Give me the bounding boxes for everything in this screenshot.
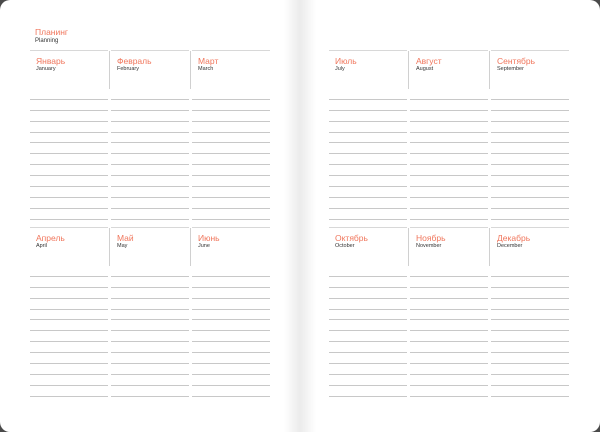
month-name-ru: Январь <box>36 56 66 66</box>
ruled-line <box>329 111 407 122</box>
ruled-line <box>410 299 488 310</box>
ruled-line <box>491 342 569 353</box>
writing-lines[interactable] <box>30 89 108 221</box>
ruled-line <box>410 320 488 331</box>
writing-lines[interactable] <box>491 89 569 221</box>
ruled-line <box>410 187 488 198</box>
ruled-line <box>329 122 407 133</box>
ruled-line <box>410 342 488 353</box>
ruled-line <box>111 386 189 397</box>
ruled-line <box>491 386 569 397</box>
month-name-ru: Ноябрь <box>416 233 446 243</box>
month-name-en: April <box>36 243 48 249</box>
writing-lines[interactable] <box>192 89 270 221</box>
ruled-line <box>410 375 488 386</box>
month-name-ru: Июль <box>335 56 357 66</box>
ruled-line <box>30 154 108 165</box>
month-name-en: August <box>416 66 434 72</box>
ruled-line <box>491 187 569 198</box>
ruled-line <box>111 288 189 299</box>
ruled-line <box>30 375 108 386</box>
month-name-ru: Июнь <box>198 233 220 243</box>
ruled-line <box>111 143 189 154</box>
ruled-line <box>410 353 488 364</box>
months-grid-apr-jun <box>30 227 270 398</box>
ruled-line <box>30 331 108 342</box>
ruled-line <box>410 154 488 165</box>
ruled-line <box>192 353 270 364</box>
ruled-line <box>192 89 270 100</box>
month-column-march <box>192 50 270 221</box>
gutter-shadow <box>300 0 316 432</box>
ruled-line <box>192 266 270 277</box>
ruled-line <box>192 320 270 331</box>
ruled-line <box>30 133 108 144</box>
ruled-line <box>111 353 189 364</box>
ruled-line <box>329 133 407 144</box>
ruled-line <box>192 100 270 111</box>
ruled-line <box>410 386 488 397</box>
ruled-line <box>192 310 270 321</box>
ruled-line <box>30 299 108 310</box>
ruled-line <box>111 198 189 209</box>
ruled-line <box>30 277 108 288</box>
ruled-line <box>491 331 569 342</box>
month-name-en: October <box>335 243 355 249</box>
ruled-line <box>30 165 108 176</box>
ruled-line <box>491 133 569 144</box>
ruled-line <box>30 111 108 122</box>
ruled-line <box>30 187 108 198</box>
ruled-line <box>491 277 569 288</box>
ruled-line <box>491 353 569 364</box>
month-name-en: January <box>36 66 56 72</box>
ruled-line <box>491 364 569 375</box>
ruled-line <box>192 165 270 176</box>
ruled-line <box>111 209 189 220</box>
month-column-april <box>30 227 108 398</box>
months-grid-jul-sep <box>329 50 569 221</box>
ruled-line <box>111 299 189 310</box>
ruled-line <box>491 198 569 209</box>
ruled-line <box>329 198 407 209</box>
month-name-ru: Октябрь <box>335 233 368 243</box>
month-column-february <box>111 50 189 221</box>
month-name-en: December <box>497 243 523 249</box>
month-name-ru: Сентябрь <box>497 56 536 66</box>
ruled-line <box>329 100 407 111</box>
ruled-line <box>111 364 189 375</box>
ruled-line <box>111 122 189 133</box>
ruled-line <box>192 209 270 220</box>
ruled-line <box>30 89 108 100</box>
ruled-line <box>111 331 189 342</box>
month-name-en: February <box>117 66 140 72</box>
month-column-november <box>410 227 488 398</box>
ruled-line <box>192 342 270 353</box>
ruled-line <box>410 122 488 133</box>
month-name-en: June <box>198 243 210 249</box>
writing-lines[interactable] <box>111 266 189 398</box>
month-name-ru: Август <box>416 56 442 66</box>
ruled-line <box>30 209 108 220</box>
ruled-line <box>410 310 488 321</box>
ruled-line <box>192 198 270 209</box>
month-name-en: November <box>416 243 442 249</box>
month-column-may <box>111 227 189 398</box>
right-page <box>300 0 600 432</box>
writing-lines[interactable] <box>329 266 407 398</box>
ruled-line <box>491 165 569 176</box>
ruled-line <box>410 331 488 342</box>
ruled-line <box>410 89 488 100</box>
ruled-line <box>192 375 270 386</box>
month-column-october <box>329 227 407 398</box>
month-column-august <box>410 50 488 221</box>
ruled-line <box>410 277 488 288</box>
month-name-ru: Март <box>198 56 219 66</box>
ruled-line <box>329 143 407 154</box>
ruled-line <box>491 310 569 321</box>
ruled-line <box>329 187 407 198</box>
month-name-ru: Декабрь <box>497 233 531 243</box>
ruled-line <box>192 187 270 198</box>
month-name-ru: Май <box>117 233 134 243</box>
ruled-line <box>30 176 108 187</box>
ruled-line <box>192 331 270 342</box>
ruled-line <box>491 266 569 277</box>
ruled-line <box>329 310 407 321</box>
ruled-line <box>30 310 108 321</box>
ruled-line <box>111 165 189 176</box>
ruled-line <box>192 143 270 154</box>
planner-header <box>35 27 68 45</box>
ruled-line <box>329 386 407 397</box>
ruled-line <box>329 209 407 220</box>
ruled-line <box>410 209 488 220</box>
ruled-line <box>30 198 108 209</box>
ruled-line <box>30 364 108 375</box>
ruled-line <box>329 375 407 386</box>
ruled-line <box>491 288 569 299</box>
ruled-line <box>111 100 189 111</box>
planner-title-en: Planning <box>35 38 59 44</box>
ruled-line <box>192 154 270 165</box>
ruled-line <box>30 320 108 331</box>
ruled-line <box>111 266 189 277</box>
month-name-ru: Февраль <box>117 56 152 66</box>
month-name-en: July <box>335 66 345 72</box>
ruled-line <box>329 288 407 299</box>
ruled-line <box>111 176 189 187</box>
writing-lines[interactable] <box>111 89 189 221</box>
ruled-line <box>410 100 488 111</box>
ruled-line <box>111 133 189 144</box>
writing-lines[interactable] <box>491 266 569 398</box>
ruled-line <box>410 111 488 122</box>
month-column-june <box>192 227 270 398</box>
ruled-line <box>192 122 270 133</box>
ruled-line <box>30 266 108 277</box>
ruled-line <box>329 176 407 187</box>
month-column-december <box>491 227 569 398</box>
ruled-line <box>192 133 270 144</box>
writing-lines[interactable] <box>410 89 488 221</box>
ruled-line <box>111 277 189 288</box>
ruled-line <box>491 320 569 331</box>
ruled-line <box>410 198 488 209</box>
ruled-line <box>329 89 407 100</box>
ruled-line <box>491 154 569 165</box>
ruled-line <box>491 122 569 133</box>
ruled-line <box>192 277 270 288</box>
ruled-line <box>192 176 270 187</box>
months-grid-oct-dec <box>329 227 569 398</box>
ruled-line <box>491 89 569 100</box>
ruled-line <box>192 364 270 375</box>
ruled-line <box>329 266 407 277</box>
ruled-line <box>30 288 108 299</box>
gutter-shadow <box>284 0 300 432</box>
month-name-en: May <box>117 243 128 249</box>
ruled-line <box>329 353 407 364</box>
ruled-line <box>491 209 569 220</box>
ruled-line <box>111 375 189 386</box>
month-name-en: March <box>198 66 214 72</box>
ruled-line <box>329 364 407 375</box>
ruled-line <box>410 288 488 299</box>
ruled-line <box>491 143 569 154</box>
ruled-line <box>329 165 407 176</box>
ruled-line <box>329 154 407 165</box>
ruled-line <box>192 111 270 122</box>
ruled-line <box>111 111 189 122</box>
ruled-line <box>491 375 569 386</box>
ruled-line <box>329 320 407 331</box>
ruled-line <box>410 133 488 144</box>
ruled-line <box>111 320 189 331</box>
ruled-line <box>30 386 108 397</box>
ruled-line <box>491 100 569 111</box>
writing-lines[interactable] <box>329 89 407 221</box>
ruled-line <box>192 386 270 397</box>
month-column-january <box>30 50 108 221</box>
ruled-line <box>111 89 189 100</box>
ruled-line <box>329 331 407 342</box>
ruled-line <box>192 288 270 299</box>
writing-lines[interactable] <box>30 266 108 398</box>
ruled-line <box>30 353 108 364</box>
ruled-line <box>329 299 407 310</box>
writing-lines[interactable] <box>410 266 488 398</box>
ruled-line <box>111 187 189 198</box>
ruled-line <box>192 299 270 310</box>
month-column-september <box>491 50 569 221</box>
ruled-line <box>111 310 189 321</box>
ruled-line <box>30 100 108 111</box>
ruled-line <box>30 342 108 353</box>
month-column-july <box>329 50 407 221</box>
ruled-line <box>329 342 407 353</box>
ruled-line <box>410 165 488 176</box>
ruled-line <box>111 342 189 353</box>
months-grid-jan-mar <box>30 50 270 221</box>
ruled-line <box>111 154 189 165</box>
month-name-en: September <box>497 66 524 72</box>
ruled-line <box>410 143 488 154</box>
writing-lines[interactable] <box>192 266 270 398</box>
ruled-line <box>30 143 108 154</box>
ruled-line <box>491 111 569 122</box>
ruled-line <box>410 176 488 187</box>
ruled-line <box>329 277 407 288</box>
planner-title-ru: Планинг <box>35 27 69 37</box>
ruled-line <box>410 364 488 375</box>
month-name-ru: Апрель <box>36 233 65 243</box>
ruled-line <box>491 176 569 187</box>
ruled-line <box>491 299 569 310</box>
ruled-line <box>410 266 488 277</box>
ruled-line <box>30 122 108 133</box>
